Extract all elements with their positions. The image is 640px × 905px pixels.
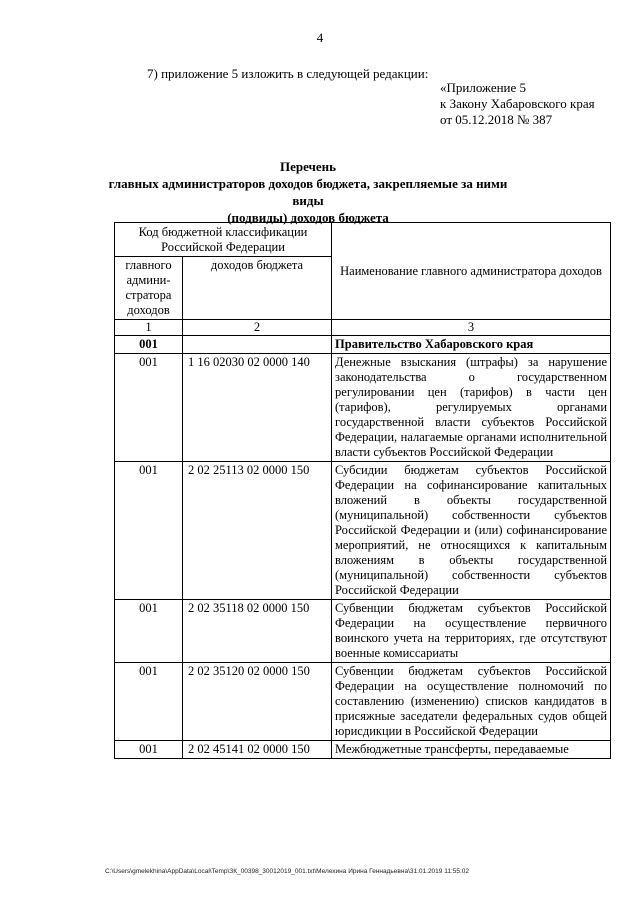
appendix-line-2: к Закону Хабаровского края	[440, 96, 595, 111]
admin-name-cell: Субвенции бюджетам субъектов Российской Федерации на осуществление первичного воинского учета на территориях, где отсутствуют военные комиссариаты	[332, 600, 611, 663]
admin-code-cell: 001	[115, 741, 183, 759]
document-heading	[108, 158, 508, 226]
admin-code-cell: 001	[115, 336, 183, 354]
admin-code-cell: 001	[115, 462, 183, 600]
admin-name-cell: Межбюджетные трансферты, передаваемые	[332, 741, 611, 759]
header-income-code: доходов бюджета	[183, 257, 332, 320]
income-code-cell: 2 02 45141 02 0000 150	[183, 741, 332, 759]
column-number-3: 3	[332, 320, 611, 336]
appendix-line-1: «Приложение 5	[440, 80, 527, 95]
admin-name-cell: Денежные взыскания (штрафы) за нарушение законодательства о государственном регулировании цен (тарифов) в части цен (тарифов), регулируемых органами государственной власти субъектов Российской Федерации, налагаемые органами исполнительной власти субъектов Российской Федерации	[332, 354, 611, 462]
appendix-reference	[440, 80, 595, 128]
heading-line-1: Перечень	[279, 159, 337, 174]
header-admin-code: главного админи-стратора доходов	[115, 257, 183, 320]
income-code-cell: 2 02 35120 02 0000 150	[183, 663, 332, 741]
heading-line-2: главных администраторов доходов бюджета, закрепляемые за ними виды	[108, 176, 508, 208]
admin-code-cell: 001	[115, 354, 183, 462]
table-row	[115, 336, 611, 354]
file-path-footer: C:\Users\gmelekhina\AppData\Local\Temp\ЗК_00398_30012019_001.txt\Мелехина Ирина Геннадьевна\31.01.2019 11:55:02	[105, 868, 470, 875]
column-number-2: 2	[183, 320, 332, 336]
appendix-line-3: от 05.12.2018 № 387	[440, 112, 553, 127]
heading-line-3: (подвиды) доходов бюджета	[227, 210, 389, 225]
table-header-row-1	[115, 223, 611, 257]
admin-name-cell: Субвенции бюджетам субъектов Российской Федерации на осуществление полномочий по составлению (изменению) списков кандидатов в присяжные заседатели федеральных судов общей юрисдикции в Российской Федерации	[332, 663, 611, 741]
income-code-cell	[183, 336, 332, 354]
header-admin-name: Наименование главного администратора доходов	[332, 223, 611, 320]
column-number-1: 1	[115, 320, 183, 336]
administrators-table	[114, 222, 611, 759]
table-row	[115, 741, 611, 759]
admin-name-cell: Субсидии бюджетам субъектов Российской Федерации на софинансирование капитальных вложений в объекты государственной (муниципальной) собственности субъектов Российской Федерации и (или) софинансирование мероприятий, не относящихся к капитальным вложениям в объекты государственной (муниципальной) собственности субъектов Российской Федерации	[332, 462, 611, 600]
intro-text: 7) приложение 5 изложить в следующей редакции:	[147, 66, 429, 81]
table-row	[115, 663, 611, 741]
page-number: 4	[316, 30, 324, 45]
admin-code-cell: 001	[115, 663, 183, 741]
admin-code-cell: 001	[115, 600, 183, 663]
income-code-cell: 2 02 35118 02 0000 150	[183, 600, 332, 663]
income-code-cell: 1 16 02030 02 0000 140	[183, 354, 332, 462]
table-row	[115, 600, 611, 663]
admin-name-cell: Правительство Хабаровского края	[332, 336, 611, 354]
column-number-row	[115, 320, 611, 336]
table-row	[115, 462, 611, 600]
table-row	[115, 354, 611, 462]
income-code-cell: 2 02 25113 02 0000 150	[183, 462, 332, 600]
header-budget-classification: Код бюджетной классификации Российской Федерации	[115, 223, 332, 257]
